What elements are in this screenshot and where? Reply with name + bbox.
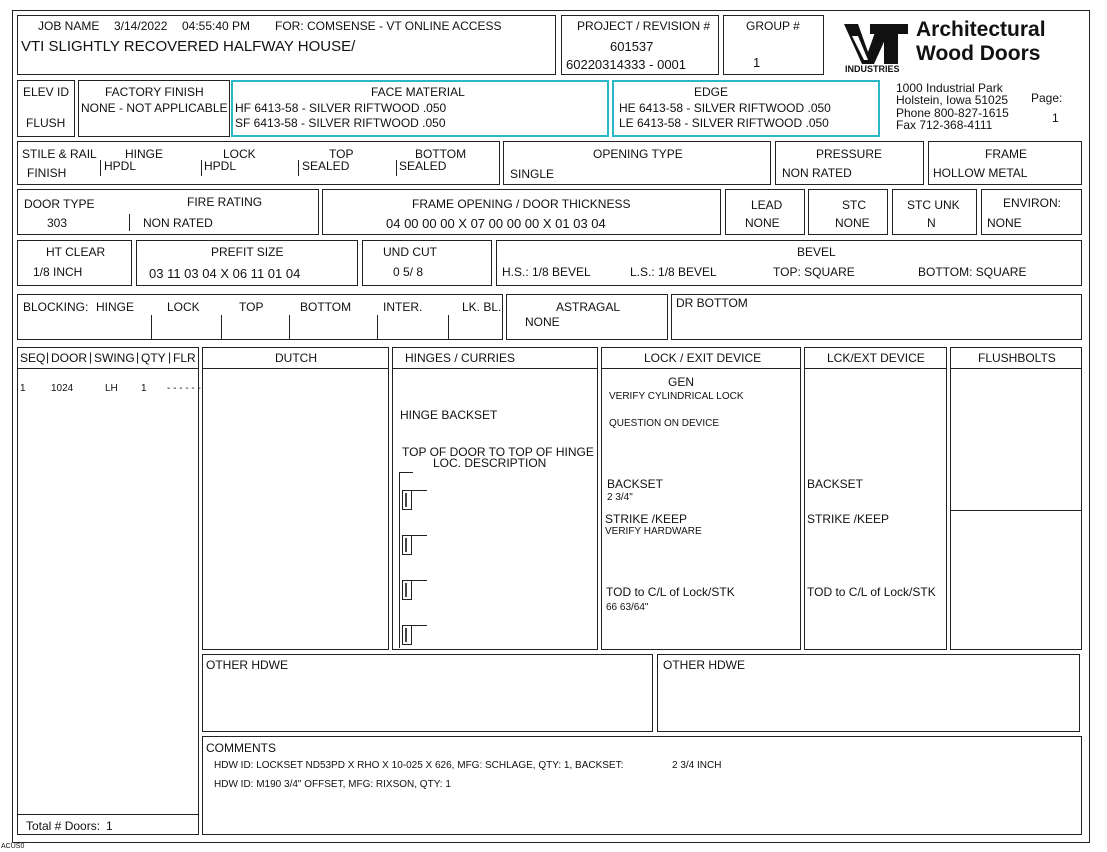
face-sf: SF 6413-58 - SILVER RIFTWOOD .050 [235,116,446,130]
door-type-value: 303 [47,216,68,230]
stc-value: NONE [835,216,870,230]
job-name-box [17,15,556,75]
comment-line-1b: 2 3/4 INCH [672,760,722,771]
total-label: Total # Doors: [26,819,101,833]
logo-text-top: Architectural [916,18,1046,41]
for-label: FOR: COMSENSE - VT ONLINE ACCESS [275,19,502,33]
lock-exit-label: LOCK / EXIT DEVICE [644,351,762,365]
phone: Phone 800-827-1615 [896,106,1009,120]
stc-unk-label: STC UNK [907,198,960,212]
hinge-icon [402,490,412,510]
astragal-value: NONE [525,315,560,329]
col-door: DOOR [51,351,87,365]
row-swing: LH [105,383,118,394]
group-value: 1 [753,55,761,70]
logo-box [828,15,1082,75]
project-label: PROJECT / REVISION # [577,19,711,33]
frame-opening-value: 04 00 00 00 X 07 00 00 00 X 01 03 04 [386,216,606,231]
project-number: 601537 [610,39,654,54]
bevel-bottom: BOTTOM: SQUARE [918,265,1027,279]
hinge-backset-label: HINGE BACKSET [400,408,498,422]
undcut-label: UND CUT [383,245,437,259]
hinges-box [392,347,598,650]
frame-label: FRAME [985,147,1027,161]
backset2-label: BACKSET [807,477,864,491]
bottom-value: SEALED [399,159,447,173]
lck-ext-box [804,347,947,650]
col-flr: FLR [173,351,196,365]
dr-bottom-box [671,294,1082,340]
lead-value: NONE [745,216,780,230]
address-box [882,80,1082,137]
page-label: Page: [1031,91,1063,105]
lead-box [725,189,805,235]
footer-code: ACUS0 [1,843,25,850]
elev-value: FLUSH [26,116,66,130]
fax: Fax 712-368-4111 [896,118,993,132]
backset-value: 2 3/4" [607,492,633,503]
factory-finish-box [78,80,230,137]
door-type-box [17,189,319,235]
ht-clear-label: HT CLEAR [46,245,106,259]
lead-label: LEAD [751,198,783,212]
address-line1: 1000 Industrial Park [896,81,1003,95]
group-box [723,15,824,75]
face-material-label: FACE MATERIAL [371,85,465,99]
top-label: TOP [329,147,354,161]
environ-label: ENVIRON: [1003,196,1062,210]
environ-box [981,189,1082,235]
undcut-box [362,240,492,286]
hinge-icon [402,535,412,555]
other-hdwe2-label: OTHER HDWE [663,658,745,672]
dutch-box [202,347,389,650]
blocking-label: BLOCKING: [23,300,89,314]
gen-label: GEN [668,375,695,389]
address-line2: Holstein, Iowa 51025 [896,93,1009,107]
face-hf: HF 6413-58 - SILVER RIFTWOOD .050 [235,101,447,115]
stile-value: FINISH [27,166,67,180]
comments-label: COMMENTS [206,741,276,755]
col-seq: SEQ [20,351,46,365]
elev-label: ELEV ID [23,85,70,99]
row-seq: 1 [20,383,26,394]
top-of-door-label: TOP OF DOOR TO TOP OF HINGE [402,445,594,459]
stc-unk-value: N [927,216,936,230]
prefit-value: 03 11 03 04 X 06 11 01 04 [149,266,301,281]
door-type-label: DOOR TYPE [24,197,95,211]
edge-le: LE 6413-58 - SILVER RIFTWOOD .050 [619,116,829,130]
bottom-label: BOTTOM [415,147,467,161]
factory-finish-value: NONE - NOT APPLICABLE [81,101,228,115]
strike-label: STRIKE /KEEP [605,512,688,526]
blocking-hinge: HINGE [96,300,135,314]
undcut-value: 0 5/ 8 [393,265,424,279]
row-door: 1024 [51,383,74,394]
frame-opening-box [322,189,721,235]
backset-label: BACKSET [607,477,664,491]
verify-hardware: VERIFY HARDWARE [605,526,702,537]
ht-clear-value: 1/8 INCH [33,265,83,279]
project-revision: 60220314333 - 0001 [566,57,687,72]
group-label: GROUP # [746,19,800,33]
project-box [561,15,719,75]
tod-value: 66 63/64" [606,602,649,613]
fire-rating-value: NON RATED [143,216,213,230]
tod2-label: TOD to C/L of Lock/STK [807,585,936,599]
hinges-label: HINGES / CURRIES [405,351,516,365]
stc-label: STC [842,198,866,212]
comments-box [202,736,1082,835]
pressure-label: PRESSURE [816,147,883,161]
frame-value: HOLLOW METAL [933,166,1028,180]
other-hdwe1-label: OTHER HDWE [206,658,288,672]
strike2-label: STRIKE /KEEP [807,512,890,526]
col-swing: SWING [94,351,135,365]
lock-exit-box [601,347,801,650]
loc-desc-label: LOC. DESCRIPTION [433,456,547,470]
hinge-icon [402,625,412,645]
astragal-box [506,294,668,340]
col-qty: QTY [141,351,166,365]
elev-box [17,80,75,137]
prefit-box [136,240,358,286]
hinge-label: HINGE [125,147,164,161]
bevel-box [496,240,1082,286]
opening-type-box [503,141,771,185]
blocking-top: TOP [239,300,264,314]
edge-box [612,80,880,137]
stc-box [808,189,888,235]
astragal-label: ASTRAGAL [556,300,621,314]
hinge-icon [402,580,412,600]
lock-label: LOCK [223,147,256,161]
edge-label: EDGE [694,85,729,99]
blocking-lkbl: LK. BL. [462,300,502,314]
hardware-prep-box [17,141,500,185]
fire-rating-label: FIRE RATING [187,195,263,209]
blocking-box [17,294,503,340]
vt-logo-icon [844,20,908,68]
logo-industries: INDUSTRIES [845,64,900,74]
question-device: QUESTION ON DEVICE [609,418,720,429]
page-value: 1 [1052,111,1059,125]
verify-lock: VERIFY CYLINDRICAL LOCK [609,391,744,402]
bevel-hs: H.S.: 1/8 BEVEL [502,265,591,279]
door-table: SEQ | DOOR | SWING | QTY | FLR 1 1024 LH 1 - - - - - - Total # Doors: 1 [17,347,199,835]
pressure-value: NON RATED [782,166,852,180]
factory-finish-label: FACTORY FINISH [105,85,204,99]
lock-value: HPDL [204,159,237,173]
ht-clear-box [17,240,132,286]
dutch-label: DUTCH [275,351,317,365]
job-name-value: VTI SLIGHTLY RECOVERED HALFWAY HOUSE/ [21,38,356,55]
opening-value: SINGLE [510,167,555,181]
dr-bottom-label: DR BOTTOM [676,296,748,310]
comment-line-1: HDW ID: LOCKSET ND53PD X RHO X 10-025 X 626, MFG: SCHLAGE, QTY: 1, BACKSET: [214,760,624,771]
other-hdwe-box-2 [657,654,1080,732]
blocking-bottom: BOTTOM [300,300,352,314]
flushbolts-label: FLUSHBOLTS [978,351,1056,365]
pressure-box [775,141,924,185]
top-value: SEALED [302,159,350,173]
opening-label: OPENING TYPE [593,147,683,161]
stc-unk-box [892,189,977,235]
edge-he: HE 6413-58 - SILVER RIFTWOOD .050 [619,101,831,115]
blocking-lock: LOCK [167,300,200,314]
frame-box [928,141,1082,185]
frame-opening-label: FRAME OPENING / DOOR THICKNESS [412,197,631,211]
job-name-label: JOB NAME [38,19,100,33]
other-hdwe-box-1 [202,654,653,732]
prefit-label: PREFIT SIZE [211,245,284,259]
blocking-inter: INTER. [383,300,423,314]
tod-label: TOD to C/L of Lock/STK [606,585,735,599]
comment-line-2: HDW ID: M190 3/4" OFFSET, MFG: RIXSON, QTY: 1 [214,779,451,790]
flushbolts-box [950,347,1082,650]
environ-value: NONE [987,216,1022,230]
bevel-top: TOP: SQUARE [773,265,855,279]
stile-label: STILE & RAIL [22,147,97,161]
hinge-value: HPDL [104,159,137,173]
row-flr: - - - - - - [167,383,201,394]
total-value: 1 [106,819,113,833]
lck-ext-label: LCK/EXT DEVICE [827,351,925,365]
job-time: 04:55:40 PM [182,19,251,33]
logo-text-bottom: Wood Doors [916,42,1041,65]
bevel-label: BEVEL [797,245,836,259]
job-date: 3/14/2022 [114,19,168,33]
bevel-ls: L.S.: 1/8 BEVEL [630,265,717,279]
face-material-box [231,80,609,137]
row-qty: 1 [141,383,147,394]
